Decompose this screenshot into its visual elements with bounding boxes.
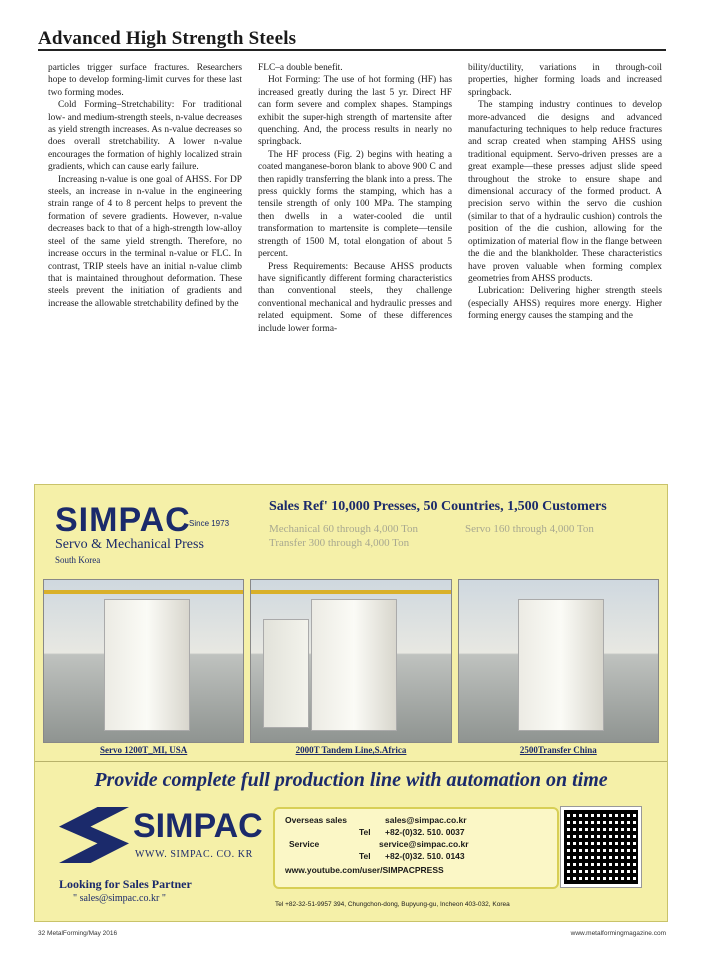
crane-beam — [251, 590, 450, 594]
since-label: Since 1973 — [189, 519, 230, 528]
simpac-logo-secondary: SIMPAC — [133, 807, 263, 845]
paragraph: FLC–a double benefit. — [258, 63, 343, 73]
service-tel: +82-(0)32. 510. 0143 — [385, 851, 465, 861]
press-machine — [311, 599, 397, 731]
article-column-3 — [468, 62, 662, 470]
running-header-title: Advanced High Strength Steels — [38, 28, 297, 49]
press-machine — [518, 599, 604, 731]
youtube-link[interactable]: www.youtube.com/user/SIMPACPRESS — [285, 865, 444, 875]
paragraph: bility/ductility, variations in through-coil properties, higher forming loads and increased springback. — [468, 63, 662, 98]
tel-label: Tel — [359, 827, 371, 837]
press-machine — [104, 599, 190, 731]
paragraph: The stamping industry continues to develop more-advanced die designs and advanced manufacturing techniques to help reduce fractures and scrap created when stamping AHSS using traditional equipment. Servo-driven presses are a great example—these presses adjust slide speed throughout the stroke to ensure shape and dimensional accuracy of the formed product. A precision servo within the servo die cushion (similar to that of a hydraulic cushion) controls the position of the die cushion, allowing for the optimization of material flow in the flange between the die and the blankholder. These characteristics have proven valuable when forming complex geometries from AHSS products. — [468, 100, 662, 284]
footer-website: www.metalformingmagazine.com — [570, 930, 666, 937]
press-photos — [43, 579, 659, 743]
press-photo — [458, 579, 659, 743]
ad-range-servo: Servo 160 through 4,000 Ton — [465, 523, 594, 535]
article-column-1 — [48, 62, 242, 470]
sales-partner-email[interactable]: " sales@simpac.co.kr " — [73, 893, 166, 904]
paragraph: Hot Forming: The use of hot forming (HF) has increased greatly during the last 5 yr. Direct HF can form severe and complex shapes. Stampings exhibit the super-high strength of martensite after quenching. And, the process results in nearly no springback. — [258, 75, 452, 148]
paragraph: Press Requirements: Because AHSS products have significantly different forming characteristics than conventional steels, they challenge conventional mechanical and hydraulic presses and related equipment. Some of these differences include lower forma- — [258, 261, 452, 334]
ad-subtitle: Servo & Mechanical Press — [55, 537, 204, 552]
paragraph: Lubrication: Delivering higher strength steels (especially AHSS) requires more energy. Higher forming energy causes the stamping and the — [468, 286, 662, 322]
overseas-tel: +82-(0)32. 510. 0037 — [385, 827, 465, 837]
paragraph: Increasing n-value is one goal of AHSS. For DP steels, an increase in n-value in the engineering strain range of 4 to 8 percent helps to prevent the formation of severe gradients. However, n-value decreases back to that of a high-strength low-alloy steel of the same yield strength. Therefore, no increase occurs in the terminal n-value or FLC. In contrast, TRIP steels have an initial n-value climb that is maintained throughout deformation. These steels prevent the initiation of gradients and increase the allowable stretchability defined by the — [48, 174, 242, 309]
simpac-mark-icon — [59, 807, 129, 863]
paragraph: Cold Forming–Stretchability: For traditional low- and medium-strength steels, n-value decreases as yield strength increases. As n-value decreases so does overall stretchability. A lower n-value encourages the formation of highly localized strain gradients, which can cause early failure. — [48, 100, 242, 173]
website-url[interactable]: WWW. SIMPAC. CO. KR — [135, 849, 253, 860]
paragraph: particles trigger surface fractures. Researchers hope to develop forming-limit curves for these last two forming modes. — [48, 63, 242, 98]
paragraph: The HF process (Fig. 2) begins with heating a coated manganese-boron blank to above 900 C and then rapidly transferring the blank into a press. The press quickly forms the stamping, which has a tensile strength of only 100 MPa. The stamping then dwells in a water-cooled die until transformation to martensite is complete—tensile strength of 1500 M, total elongation of about 5 percent. — [258, 149, 452, 260]
header-rule — [38, 49, 666, 51]
contact-box — [273, 807, 559, 889]
service-email[interactable]: service@simpac.co.kr — [379, 839, 469, 849]
service-label: Service — [289, 839, 320, 849]
article-body — [48, 62, 662, 470]
company-address: Tel +82-32-51-9957 394, Chungchon-dong, Bupyung-gu, Incheon 403-032, Korea — [275, 901, 510, 908]
photo-caption: 2000T Tandem Line,S.Africa — [295, 745, 407, 755]
overseas-label: Overseas sales — [285, 815, 347, 825]
overseas-email[interactable]: sales@simpac.co.kr — [385, 815, 467, 825]
press-machine — [263, 619, 309, 728]
photo-caption: Servo 1200T_MI, USA — [100, 745, 188, 755]
qr-code-icon — [561, 807, 641, 887]
ad-range-transfer: Transfer 300 through 4,000 Ton — [269, 537, 410, 549]
ad-tagline: Provide complete full production line with automation on time — [94, 769, 608, 791]
simpac-logo: SIMPAC — [55, 501, 191, 539]
photo-caption: 2500Transfer China — [519, 745, 597, 755]
sales-partner-heading: Looking for Sales Partner — [59, 877, 192, 891]
crane-beam — [44, 590, 243, 594]
ad-divider — [35, 761, 667, 762]
press-photo — [250, 579, 451, 743]
tel-label: Tel — [359, 851, 371, 861]
footer-page-info: 32 MetalForming/May 2016 — [38, 930, 118, 937]
photo-captions — [43, 745, 659, 755]
ad-headline: Sales Ref' 10,000 Presses, 50 Countries, 1,500 Customers — [269, 499, 607, 514]
ad-range-mechanical: Mechanical 60 through 4,000 Ton — [269, 523, 419, 535]
article-column-2 — [258, 62, 452, 470]
ad-country: South Korea — [55, 555, 101, 565]
simpac-advertisement — [34, 484, 668, 922]
press-photo — [43, 579, 244, 743]
